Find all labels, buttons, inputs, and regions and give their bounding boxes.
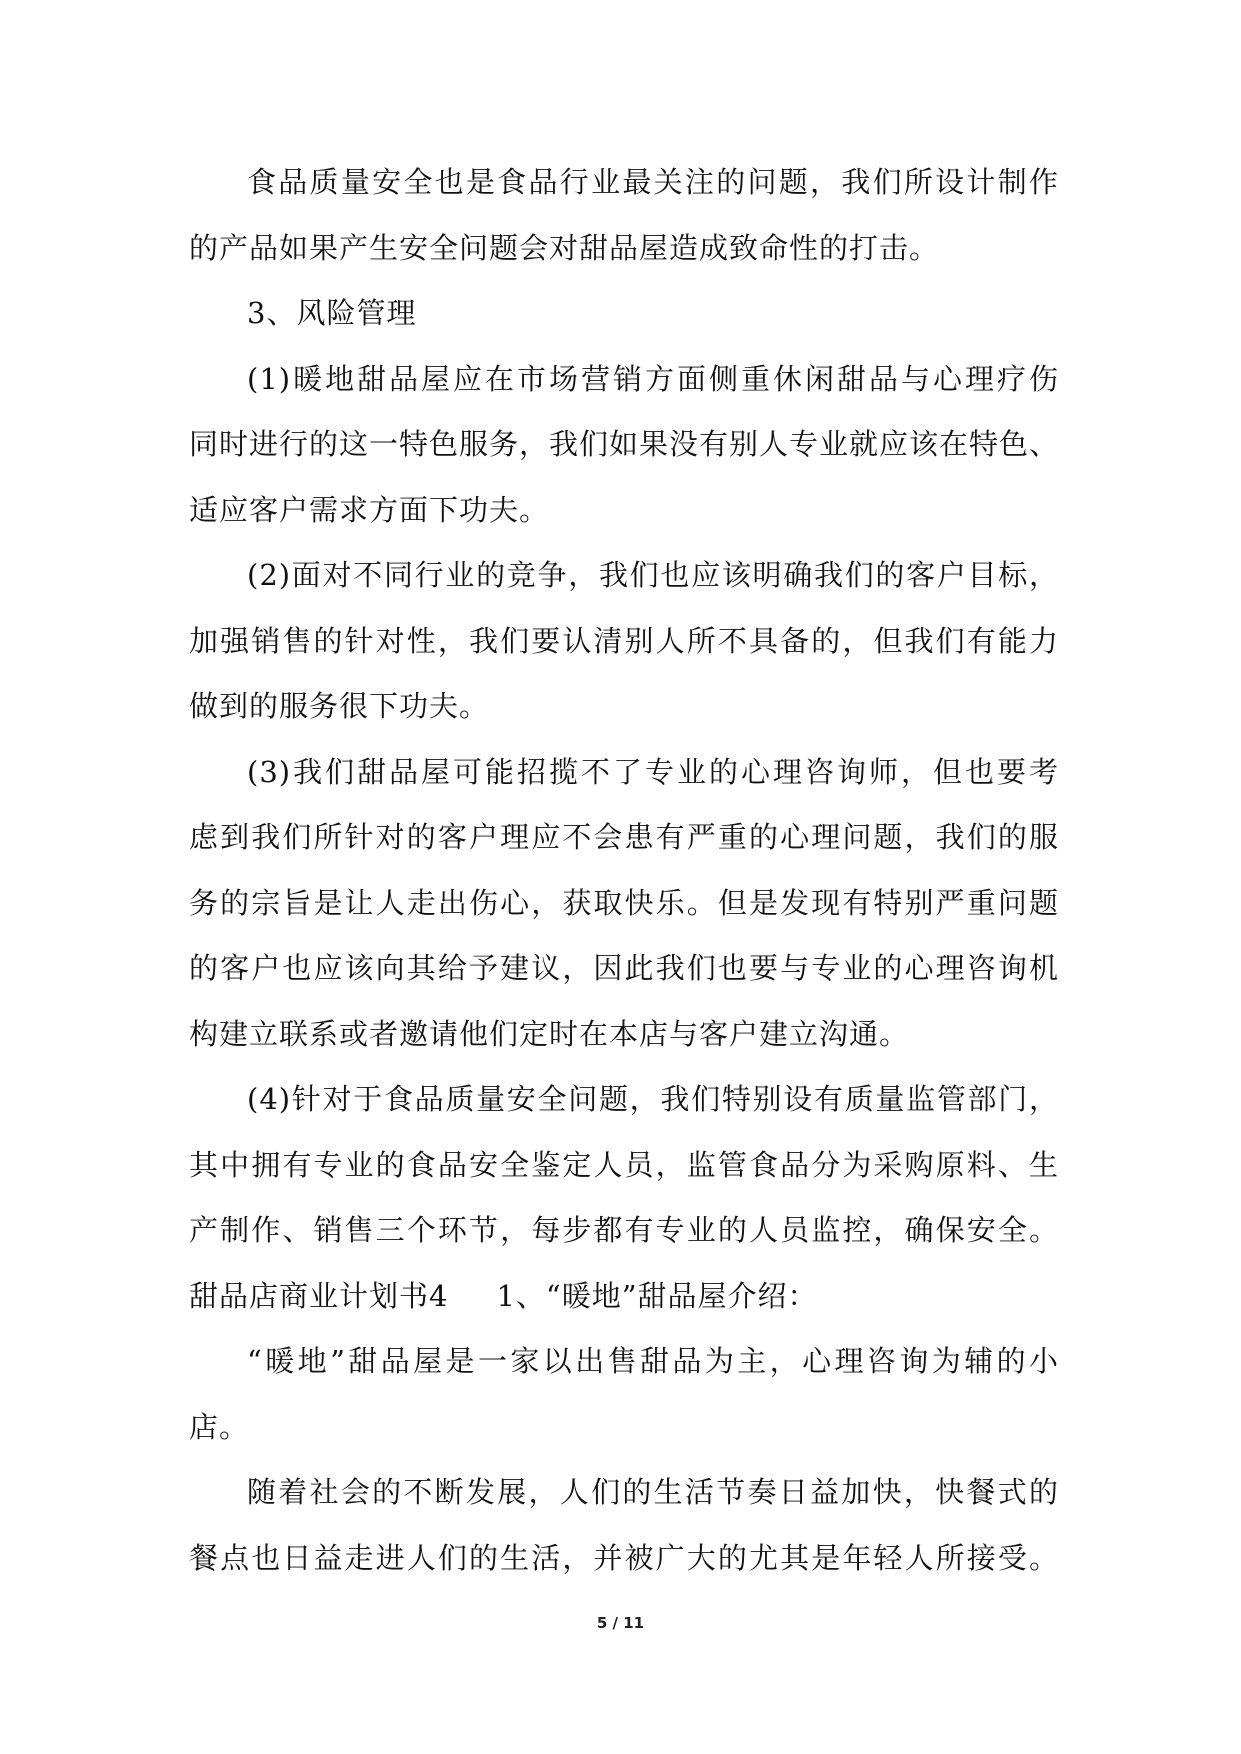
paragraph-line: “暖地”甜品屋是一家以出售甜品为主，心理咨询为辅的小 xyxy=(247,1344,1059,1378)
title-line xyxy=(189,1264,1059,1330)
paragraph-line: 适应客户需求方面下功夫。 xyxy=(189,492,550,527)
plan-title: 甜品店商业计划书4 xyxy=(189,1278,449,1313)
paragraph-line: 食品质量安全也是食品行业最关注的问题，我们所设计制作 xyxy=(247,165,1059,199)
paragraph-line: 同时进行的这一特色服务，我们如果没有别人专业就应该在特色、 xyxy=(189,427,1060,461)
paragraph-line: 其中拥有专业的食品安全鉴定人员，监管食品分为采购原料、生 xyxy=(189,1147,1059,1182)
section-heading: 1、“暖地”甜品屋介绍： xyxy=(496,1278,818,1313)
paragraph-line: 产制作、销售三个环节，每步都有专业的人员监控，确保安全。 xyxy=(189,1213,1059,1247)
paragraph-line: (2)面对不同行业的竞争，我们也应该明确我们的客户目标， xyxy=(247,558,1059,592)
paragraph-line: 店。 xyxy=(189,1409,250,1444)
document-body xyxy=(189,150,1059,1591)
paragraph-line: 虑到我们所针对的客户理应不会患有严重的心理问题，我们的服 xyxy=(189,820,1059,854)
paragraph-line: 构建立联系或者邀请他们定时在本店与客户建立沟通。 xyxy=(189,1016,910,1051)
paragraph-line: (4)针对于食品质量安全问题，我们特别设有质量监管部门， xyxy=(247,1082,1059,1116)
paragraph-line: (3)我们甜品屋可能招揽不了专业的心理咨询师，但也要考 xyxy=(247,754,1059,789)
paragraph-line: 的产品如果产生安全问题会对甜品屋造成致命性的打击。 xyxy=(189,230,940,265)
paragraph-line: 的客户也应该向其给予建议，因此我们也要与专业的心理咨询机 xyxy=(189,951,1059,985)
paragraph-line: 随着社会的不断发展，人们的生活节奏日益加快，快餐式的 xyxy=(247,1475,1059,1509)
section-heading: 3、风险管理 xyxy=(247,296,417,330)
paragraph-line: 加强销售的针对性，我们要认清别人所不具备的，但我们有能力 xyxy=(189,623,1059,658)
paragraph-line: 务的宗旨是让人走出伤心，获取快乐。但是发现有特别严重问题 xyxy=(189,885,1059,920)
paragraph-line: 餐点也日益走进人们的生活，并被广大的尤其是年轻人所接受。 xyxy=(189,1540,1059,1575)
paragraph-line: 做到的服务很下功夫。 xyxy=(189,689,490,723)
page-number: 5 / 11 xyxy=(596,1614,645,1632)
paragraph-line: (1)暖地甜品屋应在市场营销方面侧重休闲甜品与心理疗伤 xyxy=(247,361,1059,396)
